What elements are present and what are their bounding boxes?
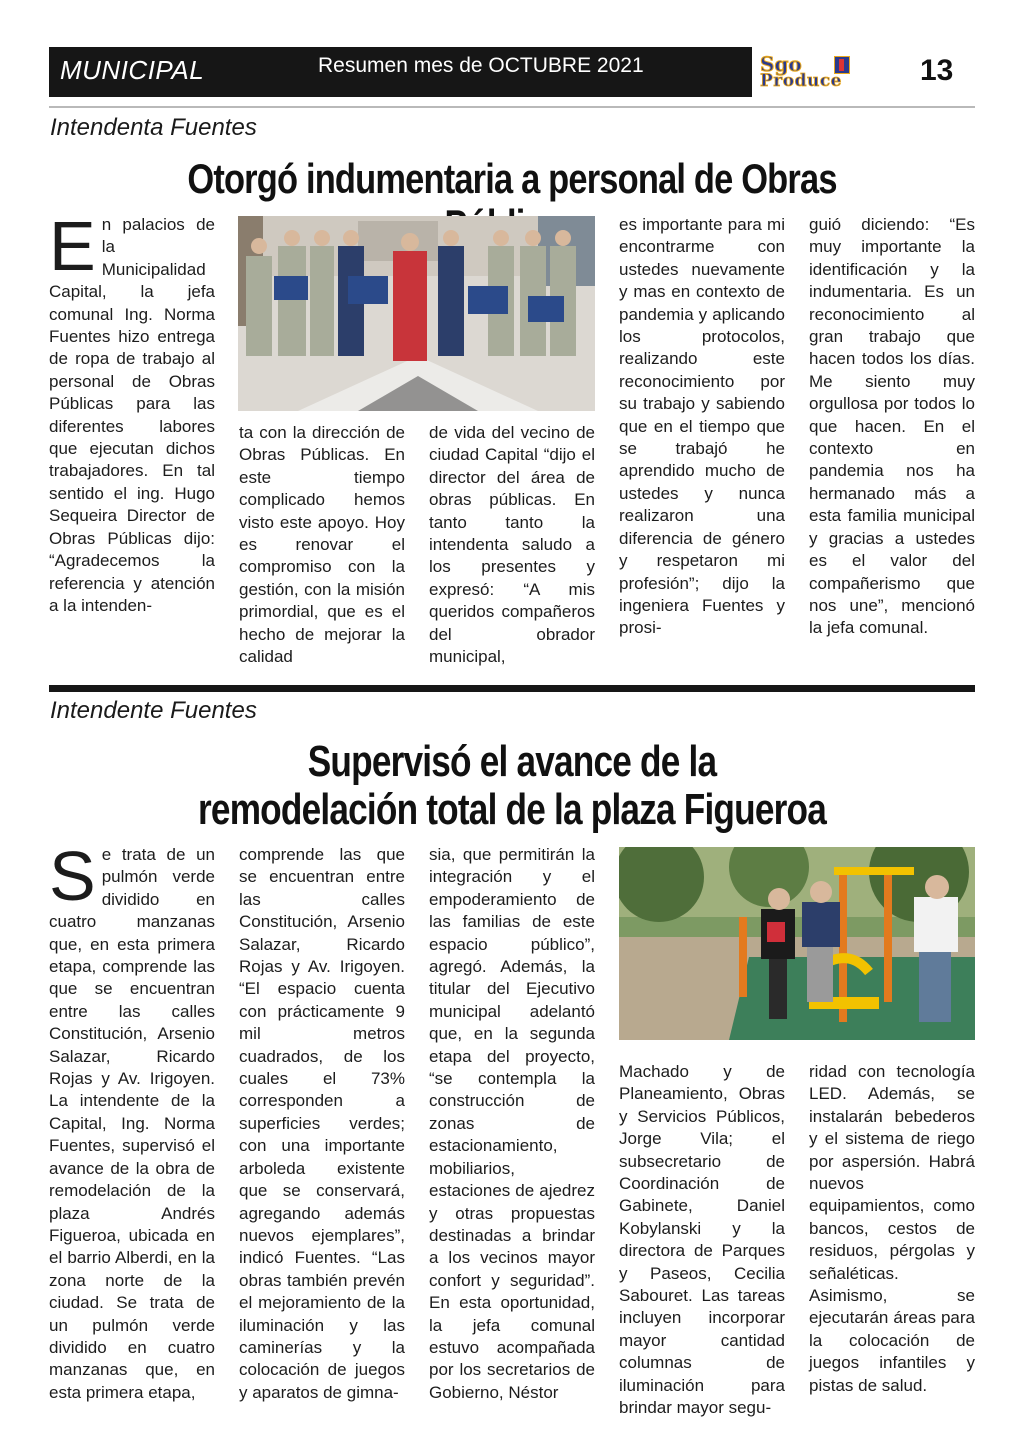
- article1-headline: Otorgó indumentaria a personal de Obras: [187, 155, 837, 202]
- article1-column-5: guió diciendo: “Es muy importante la identificación y la indumentaria. Es un reconocimiento al gran trabajo que hacen todos los días. Me siento muy orgullosa por todos lo que hacen. En el contexto en pandemia nos ha hermanado más a esta familia municipal y gracias a ustedes es el valor del compañerismo que nos une”, mencionó la jefa comunal.: [809, 215, 975, 638]
- article1-column-2: ta con la dirección de Obras Públicas. En este tiempo complicado hemos visto este apoyo. Hoy es renovar el compromiso con la gestión, con la misión primordial, que es el hecho de mejorar la calidad: [239, 423, 405, 667]
- article2-column-1: [49, 837, 215, 1404]
- issue-label: Resumen mes de OCTUBRE 2021: [318, 54, 644, 77]
- article1-column-3: de vida del vecino de ciudad Capital “dijo el director del área de obras públicas. En tanto tanto la intendenta saludo a los presentes y expresó: “A mis queridos compañeros del obrador municipal,: [429, 423, 595, 667]
- photo-plaza-visit: [619, 847, 975, 1040]
- logo-line1: Sgo: [760, 52, 802, 76]
- section-label: MUNICIPAL: [60, 55, 205, 85]
- article2-column-4: Machado y de Planeamiento, Obras y Servicios Públicos, Jorge Vila; el subsecretario de Coordinación de Gabinete, Daniel Kobylanski y la directora de Parques y Paseos, Cecilia Sabouret. Las tareas incluyen incorporar mayor cantidad columnas de iluminación para brindar mayor segu-: [619, 1062, 785, 1418]
- article1-column-4: es importante para mi encontrarme con ustedes nuevamente y mas en contexto de pandemia y aplicando los protocolos, realizando este reconocimiento por su trabajo y sabiendo que en el tiempo que se trabajó he aprendido mucho de ustedes y nunca realizaron una diferencia de género y respetaron mi profesión”; dijo la ingeniera Fuentes y prosi-: [619, 215, 785, 638]
- article2-kicker: Intendente Fuentes: [50, 697, 257, 724]
- article1-kicker: Intendenta Fuentes: [50, 114, 257, 141]
- article2-column-5: ridad con tecnología LED. Además, se instalarán bebederos y el sistema de riego por aspersión. Habrá nuevos equipamientos, como bancos, cestos de residuos, pérgolas y señaléticas. Asimismo, se ejecutarán áreas para la colocación de juegos infantiles y pistas de salud.: [809, 1062, 975, 1395]
- article2-column-3: sia, que permitirán la integración y el empoderamiento de las familias de este espacio público”, agregó. Además, la titular del Ejecutivo municipal adelantó que, en la segunda etapa del proyecto, “se contempla la construcción de zonas de estacionamiento, mobiliarios, estaciones de ajedrez y otras propuestas destinadas a brindar a los vecinos mayor confort y seguridad”. En esta oportunidad, la jefa comunal estuvo acompañada por los secretarios de Gobierno, Néstor: [429, 845, 595, 1402]
- article2-photo: [619, 847, 975, 1040]
- article2-dropcap: S: [49, 837, 96, 915]
- logo-line2: Produce: [760, 71, 842, 91]
- article2-headline: [142, 738, 883, 834]
- photo-workers-group: [238, 216, 595, 411]
- header-rule: [49, 106, 975, 108]
- article1-photo: [238, 216, 595, 411]
- article1-col1-text: n palacios de la Municipalidad Capital, la jefa comunal Ing. Norma Fuentes hizo entrega de ropa de trabajo al personal de Obras Públicas para las diferentes labores que ejecutan dichos trabajadores. En tal sentido el ing. Hugo Sequeira Director de Obras Públicas dijo: “Agradecemos la referencia y atención a la intenden-: [49, 215, 215, 615]
- page-number: 13: [920, 54, 954, 87]
- article2-headline-line1: Supervisó el avance de la: [307, 737, 717, 786]
- article2-headline-line2: remodelación total de la plaza Figueroa: [198, 785, 826, 834]
- article2-column-2: comprende las que se encuentran entre las calles Constitución, Arsenio Salazar, Ricardo Rojas y Av. Irigoyen. “El espacio cuenta con prácticamente 9 mil metros cuadrados, de los cuales el 73% corresponden a superficies verdes; con una importante arboleda existente que se conservará, agregando además nuevos ejemplares”, indicó Fuentes. “Las obras también prevén el mejoramiento de la iluminación y las caminerías y la colocación de juegos y aparatos de gimna-: [239, 845, 405, 1402]
- article1-column-1: [49, 207, 215, 617]
- newspaper-logo: [758, 52, 900, 94]
- article-divider: [49, 685, 975, 692]
- article1-dropcap: E: [49, 207, 96, 285]
- article2-col1-text: e trata de un pulmón verde dividido en cuatro manzanas que, en esta primera etapa, comprende las que se encuentran entre las calles Constitución, Arsenio Salazar, Ricardo Rojas y Av. Irigoyen. La intendente de la Capital, Ing. Norma Fuentes, supervisó el avance de la obra de remodelación de la plaza Andrés Figueroa, ubicada en el barrio Alberdi, en la zona norte de la ciudad. Se trata de un pulmón verde dividido en cuatro manzanas que, en esta primera etapa,: [49, 845, 215, 1402]
